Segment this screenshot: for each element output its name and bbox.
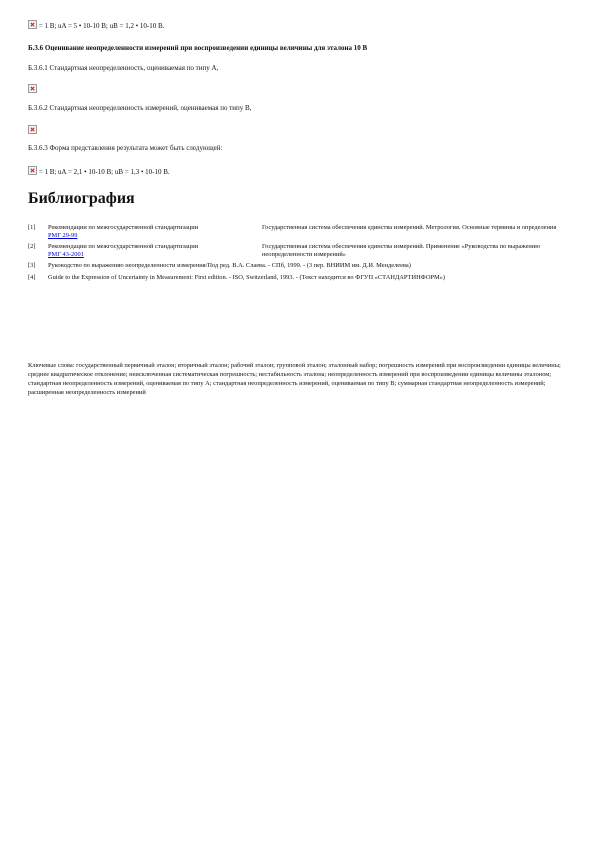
formula-image-2 <box>28 125 37 136</box>
broken-image-icon <box>28 84 37 93</box>
entry-source <box>48 224 262 239</box>
formula-line-1 <box>28 20 164 31</box>
formula-line-2 <box>28 166 170 177</box>
broken-image-icon <box>28 166 37 175</box>
entry-text: Руководство по выражению неопределенности измерения/Под ред. В.А. Слаева. - СПб, 1999. - (3 пер. ВНИИМ им. Д.И. Менделеева) <box>48 262 411 269</box>
entry-number: [2] <box>28 243 36 250</box>
entry-text: Guide to the Expression of Uncertainty in Measurement: First edition. - ISO, Switzerland, 1993. - (Текст находится во ФГУП «СТАНДАРТИНФОРМ») <box>48 273 445 281</box>
section-b363: Б.3.6.3 Форма представления результата может быть следующей: <box>28 144 223 152</box>
entry-number: [1] <box>28 224 36 231</box>
entry-number: [3] <box>28 262 36 269</box>
keywords-paragraph: Ключевые слова: государственный первичный эталон; вторичный эталон; рабочий эталон; групповой эталон; эталонный набор; погрешность измерений при воспроизведении единицы величины; среднее квадратическое отклонение; неисключенная систематическая погрешность; нестабильность эталона; неопределенность измерений при воспроизведении единицы величины эталоном; стандартная неопределенность измерений, оцениваемая по типу А; стандартная неопределенность измерений, оцениваемая по типу В; суммарная стандартная неопределенность измерений; расширенная неопределенность измерений <box>28 362 561 396</box>
entry-document-link[interactable]: РМГ 29-99 <box>48 231 78 239</box>
section-heading-b36: Б.3.6 Оценивание неопределенности измерений при воспроизведении единицы величины для эталона 10 В <box>28 44 368 52</box>
bibliography-entry <box>28 243 568 258</box>
formula-image-1 <box>28 84 37 95</box>
section-b361: Б.3.6.1 Стандартная неопределенность, оцениваемая по типу А, <box>28 64 219 72</box>
bibliography-entry <box>28 224 568 239</box>
entry-document-link[interactable]: РМГ 43-2001 <box>48 250 84 258</box>
broken-image-icon <box>28 125 37 134</box>
formula-text-1: = 1 В; uA = 5 • 10-10 В; uB = 1,2 • 10-10 В. <box>38 22 165 30</box>
entry-source-text: Рекомендации по межгосударственной стандартизации <box>48 224 199 231</box>
bibliography-title: Библиография <box>28 190 135 207</box>
bibliography-list <box>28 224 568 285</box>
formula-text-2: = 1 В; uA = 2,1 • 10-10 В; uB = 1,3 • 10-10 В. <box>38 168 170 176</box>
entry-source <box>48 243 262 258</box>
entry-source-text: Рекомендации по межгосударственной стандартизации <box>48 243 199 250</box>
bibliography-entry <box>28 274 568 282</box>
entry-number: [4] <box>28 273 36 281</box>
bibliography-entry <box>28 262 568 270</box>
entry-title: Государственная система обеспечения единства измерений. Применение «Руководства по выражению неопределенности измерений» <box>262 243 541 258</box>
broken-image-icon <box>28 20 37 29</box>
entry-title: Государственная система обеспечения единства измерений. Метрология. Основные термины и определения <box>262 224 557 231</box>
section-b362: Б.3.6.2 Стандартная неопределенность измерений, оцениваемая по типу В, <box>28 104 252 112</box>
